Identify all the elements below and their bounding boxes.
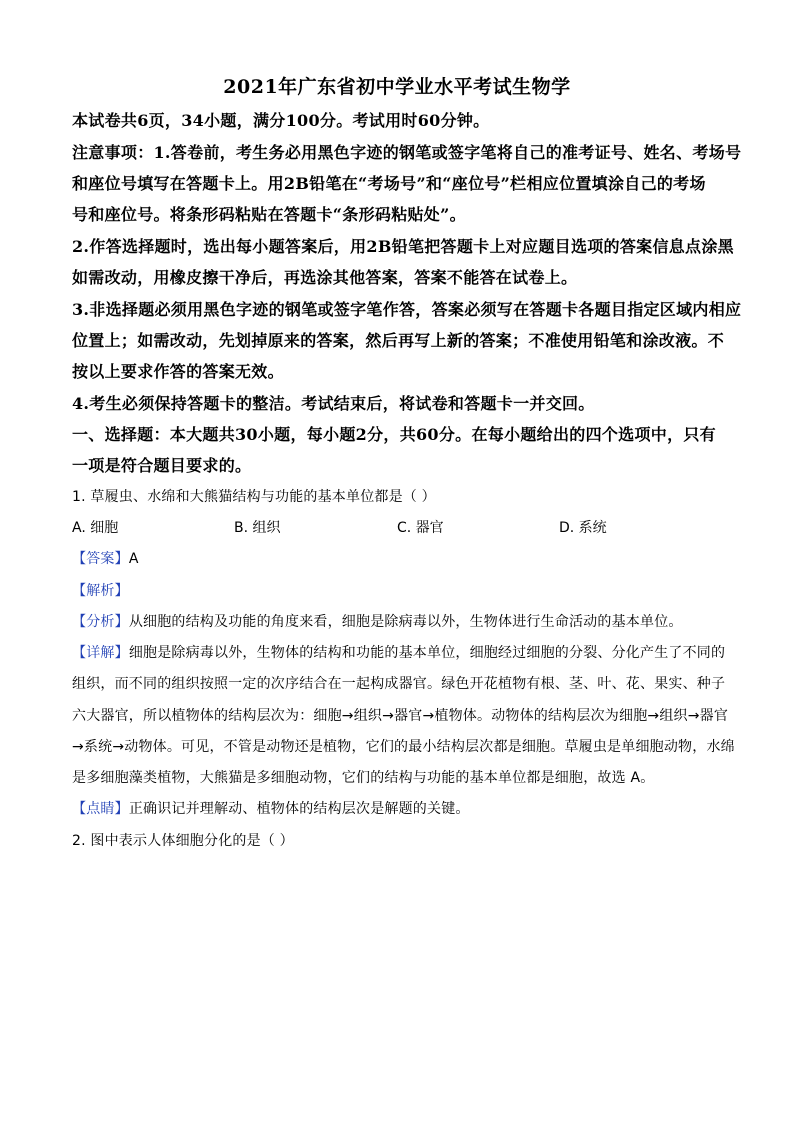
- detail-line: 六大器官，所以植物体的结构层次为：细胞→组织→器官→植物体。动物体的结构层次为细胞→组织→器官: [72, 708, 729, 724]
- notes-line: 如需改动，用橡皮擦干净后，再选涂其他答案，答案不能答在试卷上。: [72, 268, 578, 287]
- dianjing-tag: 【点睛】: [72, 801, 129, 817]
- fenxi-line: [72, 611, 732, 631]
- notes-line: 按以上要求作答的答案无效。: [72, 362, 284, 381]
- answer-value: A: [128, 551, 139, 567]
- option-d: D. 系统: [559, 520, 607, 536]
- answer-line: [72, 548, 732, 568]
- dianjing-text: 正确识记并理解动、植物体的结构层次是解题的关键。: [128, 801, 470, 817]
- fenxi-tag: 【分析】: [72, 614, 129, 630]
- detail-tag: 【详解】: [72, 645, 129, 661]
- page-title: 2021年广东省初中学业水平考试生物学: [223, 76, 571, 98]
- notes-line: 3.非选择题必须用黑色字迹的钢笔或签字笔作答，答案必须写在答题卡各题目指定区域内相应: [72, 300, 742, 319]
- detail-line: 组织，而不同的组织按照一定的次序结合在一起构成器官。绿色开花植物有根、茎、叶、花、果实、种子: [72, 676, 726, 692]
- notes-line: 号和座位号。将条形码粘贴在答题卡“条形码粘贴处”。: [72, 205, 466, 224]
- detail-line: →系统→动物体。可见，不管是动物还是植物，它们的最小结构层次都是细胞。草履虫是单细胞动物，水绵: [72, 739, 735, 755]
- option-a: A. 细胞: [72, 520, 119, 536]
- detail-line: [72, 642, 732, 662]
- notes-line: 位置上；如需改动，先划掉原来的答案，然后再写上新的答案；不准使用铅笔和涂改液。不: [72, 331, 725, 350]
- answer-tag: 【答案】: [72, 551, 129, 567]
- notes-line: 2.作答选择题时，选出每小题答案后，用2B铅笔把答题卡上对应题目选项的答案信息点涂黑: [72, 237, 734, 256]
- question-2-stem: 2. 图中表示人体细胞分化的是（ ）: [72, 833, 294, 849]
- fenxi-text: 从细胞的结构及功能的角度来看，细胞是除病毒以外，生物体进行生命活动的基本单位。: [128, 614, 683, 630]
- section-heading: 一、选择题：本大题共30小题，每小题2分，共60分。在每小题给出的四个选项中，只有: [72, 425, 716, 444]
- detail-line: 是多细胞藻类植物，大熊猫是多细胞动物，它们的结构与功能的基本单位都是细胞，故选 A。: [72, 770, 655, 786]
- question-1-stem: 1. 草履虫、水绵和大熊猫结构与功能的基本单位都是（ ）: [72, 489, 436, 505]
- section-heading: 一项是符合题目要求的。: [72, 456, 252, 475]
- notes-line: 和座位号填写在答题卡上。用2B铅笔在“考场号”和“座位号”栏相应位置填涂自己的考场: [72, 174, 706, 193]
- notes-line: 4.考生必须保持答题卡的整洁。考试结束后，将试卷和答题卡一并交回。: [72, 394, 595, 413]
- option-b: B. 组织: [234, 520, 281, 536]
- detail-text: 细胞是除病毒以外，生物体的结构和功能的基本单位，细胞经过细胞的分裂、分化产生了不同的: [128, 645, 726, 661]
- analysis-tag: 【解析】: [72, 583, 129, 599]
- analysis-line: [72, 580, 732, 600]
- option-c: C. 器官: [397, 520, 444, 536]
- intro-line: 本试卷共6页，34小题，满分100分。考试用时60分钟。: [72, 111, 490, 130]
- notes-line: 注意事项：1.答卷前，考生务必用黑色字迹的钢笔或签字笔将自己的准考证号、姓名、考场号: [72, 143, 742, 162]
- dianjing-line: [72, 798, 732, 818]
